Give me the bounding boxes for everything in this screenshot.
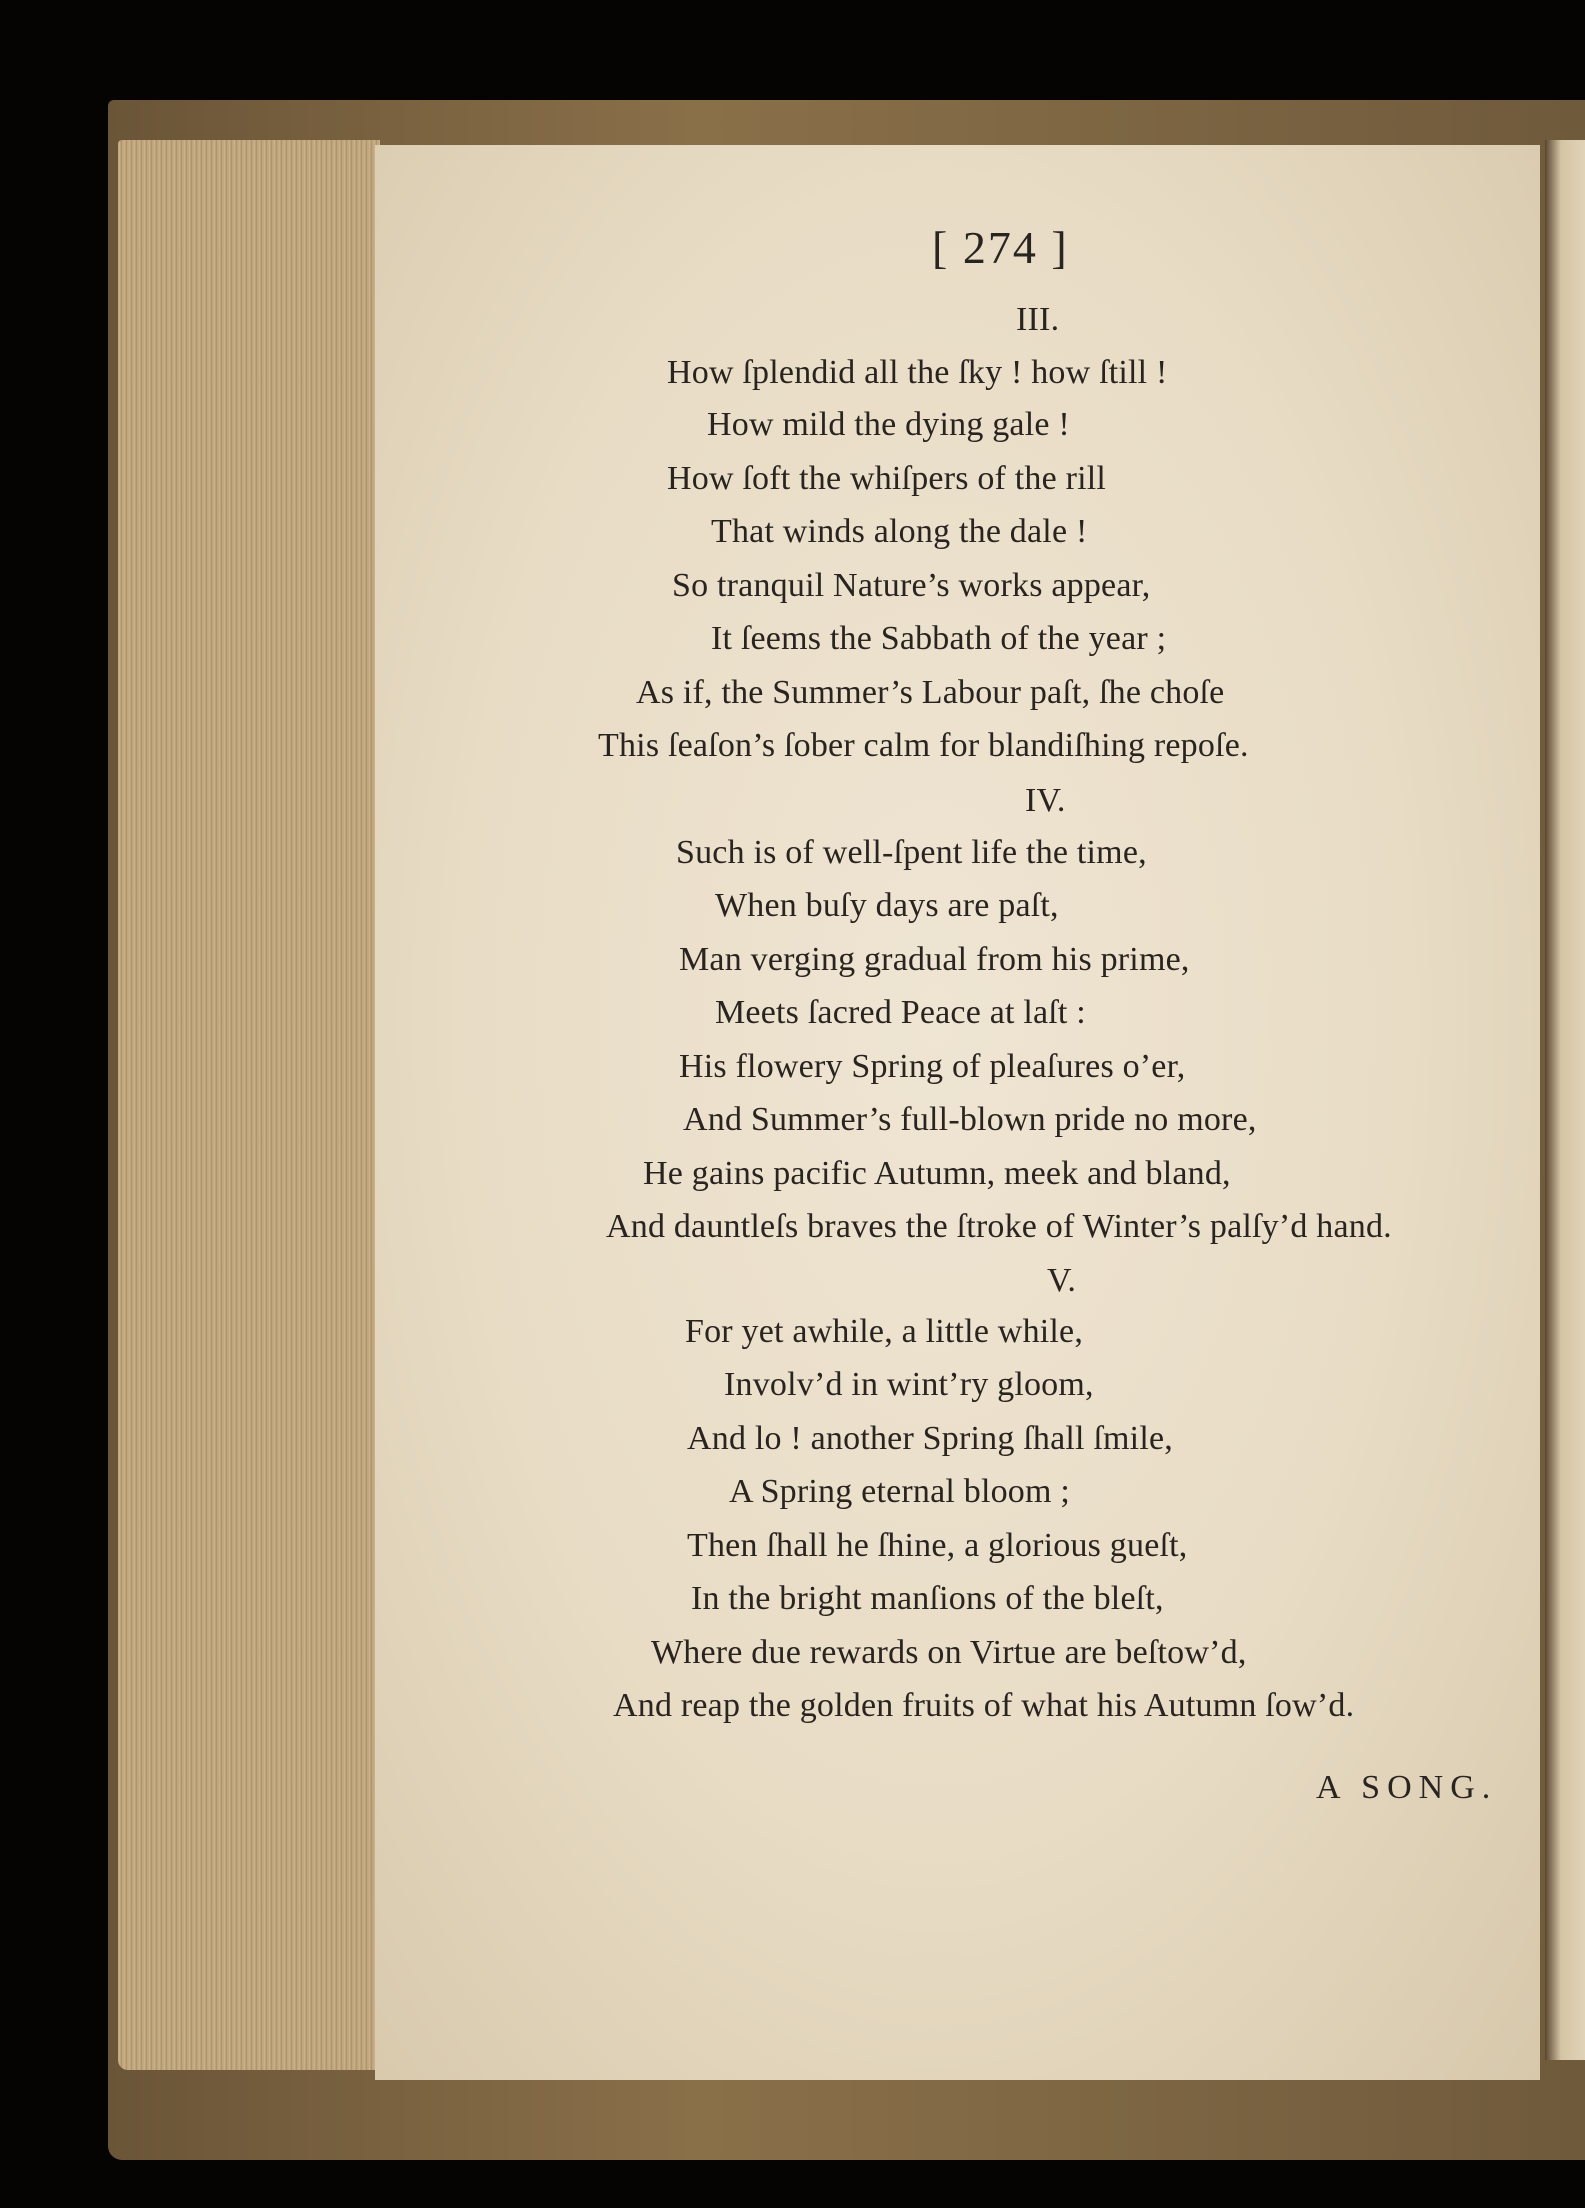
poem-line: Such is of well-ſpent life the time, [676, 834, 1147, 871]
poem-line: Involv’d in wint’ry gloom, [724, 1366, 1094, 1403]
stanza-numeral: IV. [1025, 782, 1066, 819]
poem-line: As if, the Summer’s Labour paſt, ſhe choſe [636, 674, 1225, 711]
poem-line: How ſoft the whiſpers of the rill [667, 460, 1107, 497]
poem-line: Where due rewards on Virtue are beſtow’d, [651, 1634, 1247, 1671]
page-number: [ 274 ] [932, 222, 1069, 273]
poem-line: And Summer’s full-blown pride no more, [683, 1101, 1257, 1138]
poem-line: And reap the golden fruits of what his Autumn ſow’d. [613, 1687, 1355, 1724]
poem-line: He gains pacific Autumn, meek and bland, [643, 1155, 1231, 1192]
poem-line: And dauntleſs braves the ſtroke of Winter’s palſy’d hand. [606, 1208, 1392, 1245]
poem-line: Meets ſacred Peace at laſt : [715, 994, 1086, 1031]
stanza-numeral: V. [1047, 1262, 1077, 1299]
poem-line: Man verging gradual from his prime, [679, 941, 1190, 978]
poem-line: So tranquil Nature’s works appear, [672, 567, 1151, 604]
poem-line: A Spring eternal bloom ; [729, 1473, 1070, 1510]
poem-line: This ſeaſon’s ſober calm for blandiſhing repoſe. [598, 727, 1249, 764]
poem-line: And lo ! another Spring ſhall ſmile, [687, 1420, 1173, 1457]
poem-line: How ſplendid all the ſky ! how ſtill ! [667, 354, 1168, 391]
catchword: A SONG. [1316, 1769, 1498, 1806]
poem-line: Then ſhall he ſhine, a glorious gueſt, [687, 1527, 1188, 1564]
poem-line: It ſeems the Sabbath of the year ; [711, 620, 1167, 657]
poem-line: When buſy days are paſt, [715, 887, 1059, 924]
stanza-numeral: III. [1016, 301, 1060, 338]
poem-line: His flowery Spring of pleaſures o’er, [679, 1048, 1186, 1085]
poem-line: That winds along the dale ! [711, 513, 1088, 550]
poem-line: How mild the dying gale ! [707, 406, 1070, 443]
poem-line: For yet awhile, a little while, [685, 1313, 1084, 1350]
poem-line: In the bright manſions of the bleſt, [691, 1580, 1164, 1617]
